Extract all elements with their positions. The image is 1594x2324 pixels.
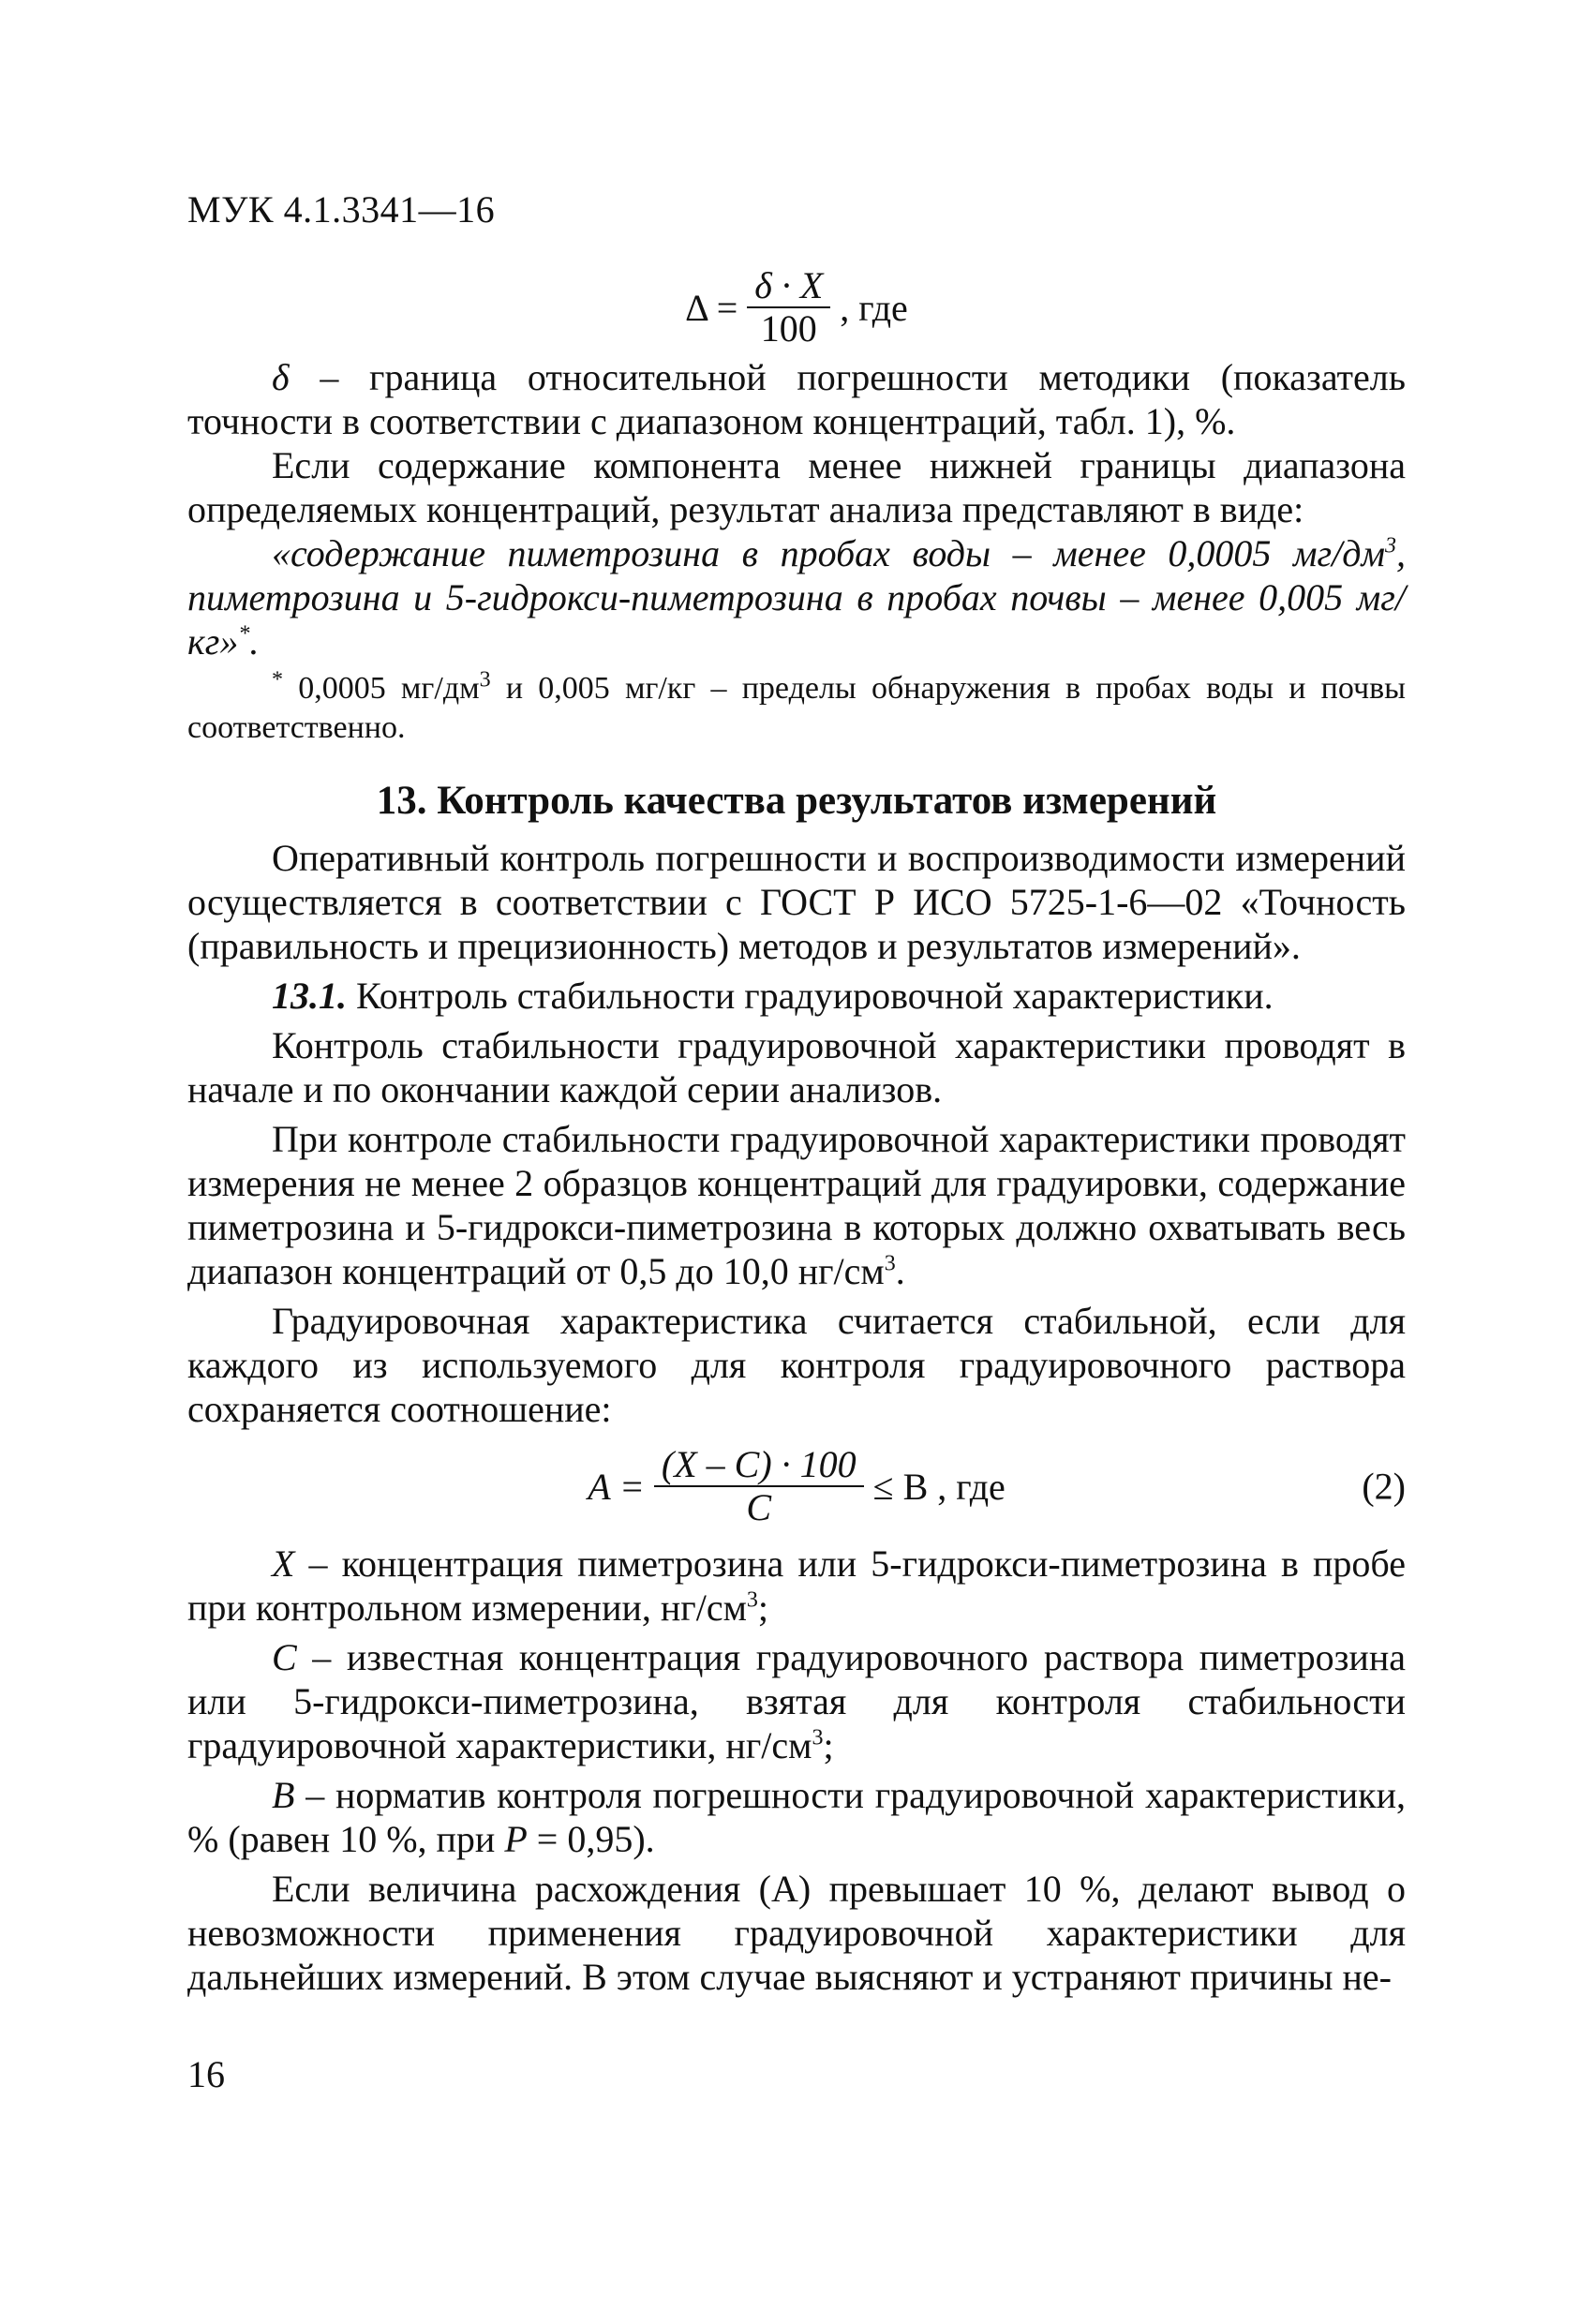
quote-text-2: , пиметрозина и 5-гидрокси-пиметрозина в пробах почвы – менее 0,005 мг/кг» [187,532,1406,663]
formula-stability-numerator: (X – C) · 100 [654,1444,864,1487]
below-range-paragraph: Если содержание компонента менее нижней границы диапазона определяемых концентраций, результат анализа представляют в виде: [187,444,1406,530]
formula-delta-denominator: 100 [760,307,817,350]
footnote-text-2: и 0,005 мг/кг – пределы обнаружения в пробах воды и почвы соответственно. [187,671,1406,745]
definition-b-text: – норматив контроля погрешности градуировочной характеристики, % (равен 10 %, при [187,1774,1406,1860]
definition-x-end: ; [757,1587,769,1629]
formula-stability-denominator: C [746,1486,772,1528]
p-symbol: P [504,1818,528,1860]
section-title: 13. Контроль качества результатов измерений [376,779,1217,823]
definition-b [187,1773,1406,1861]
section-paragraph-1: Оперативный контроль погрешности и воспроизводимости измерений осуществляется в соответствии с ГОСТ Р ИСО 5725-1-6—02 «Точность (правильность и прецизионность) методов и результатов измерений». [187,837,1406,967]
last-paragraph: Если величина расхождения (А) превышает 10 %, делают вывод о невозможности применения градуировочной характеристики для дальнейших измерений. В этом случае выясняют и устраняют причины не- [187,1868,1406,1998]
delta-symbol: δ [272,356,290,398]
definition-x-sup: 3 [746,1587,758,1613]
subsection-heading [187,974,1406,1018]
formula-stability-lhs: A = [588,1465,645,1508]
section-paragraph-3-text: При контроле стабильности градуировочной характеристики проводят измерения не менее 2 образцов концентраций для градуировки, содержание пиметрозина и 5-гидрокси-пиметрозина в которых должно охватывать весь диапазон концентраций от 0,5 до 10,0 нг/см [187,1118,1406,1292]
section-paragraph-4: Градуировочная характеристика считается стабильной, если для каждого из используемого для контроля градуировочного раствора сохраняется соотношение: [187,1300,1406,1430]
formula-delta [187,265,1406,350]
definition-c-end: ; [823,1724,834,1766]
formula-delta-suffix: , где [840,286,908,329]
footnote [187,669,1406,748]
subsection-number: 13.1. [272,975,347,1017]
delta-definition [187,355,1406,443]
quote-sup-1: 3 [1385,533,1396,559]
quote-sup-2: * [238,621,250,647]
formula-delta-lhs: Δ = [685,286,738,329]
definition-b-end: = 0,95). [527,1818,655,1860]
definition-x-text: – концентрация пиметрозина или 5-гидрокси-пиметрозина в пробе при контрольном измерении, нг/см [187,1542,1406,1629]
page-number: 16 [187,2053,225,2095]
x-symbol: X [272,1542,295,1585]
section-paragraph-3 [187,1117,1406,1293]
document-code-header: МУК 4.1.3341—16 [187,188,496,231]
equation-number: (2) [1362,1465,1406,1508]
delta-definition-text: – граница относительной погрешности методики (показатель точности в соответствии с диапазоном концентраций, табл. 1), %. [187,356,1406,442]
document-page [187,187,1406,1999]
definition-c [187,1635,1406,1767]
formula-delta-numerator: δ · X [747,265,830,308]
b-symbol: B [272,1774,295,1816]
section-paragraph-3-end: . [895,1250,905,1292]
formula-stability [187,1444,1406,1528]
subsection-title: Контроль стабильности градуировочной характеристики. [347,975,1274,1017]
footnote-sup: 3 [479,667,491,693]
definition-c-sup: 3 [812,1725,824,1750]
result-quote-paragraph [187,531,1406,663]
formula-stability-rhs: ≤ B , где [872,1465,1006,1508]
quote-text-1: «содержание пиметрозина в пробах воды – менее 0,0005 мг/дм [272,532,1385,574]
section-paragraph-2: Контроль стабильности градуировочной характеристики проводят в начале и по окончании каждой серии анализов. [187,1024,1406,1110]
formula-delta-fraction [747,265,830,350]
formula-stability-fraction [654,1444,864,1528]
footnote-text-1: 0,0005 мг/дм [283,671,480,706]
c-symbol: C [272,1636,297,1678]
footnote-star: * [272,667,283,693]
quote-end: . [249,620,260,663]
definition-x [187,1542,1406,1630]
definition-c-text: – известная концентрация градуировочного раствора пиметрозина или 5-гидрокси-пиметрозина, взятая для контроля стабильности градуировочной характеристики, нг/см [187,1636,1406,1766]
section-paragraph-3-sup: 3 [884,1251,896,1276]
